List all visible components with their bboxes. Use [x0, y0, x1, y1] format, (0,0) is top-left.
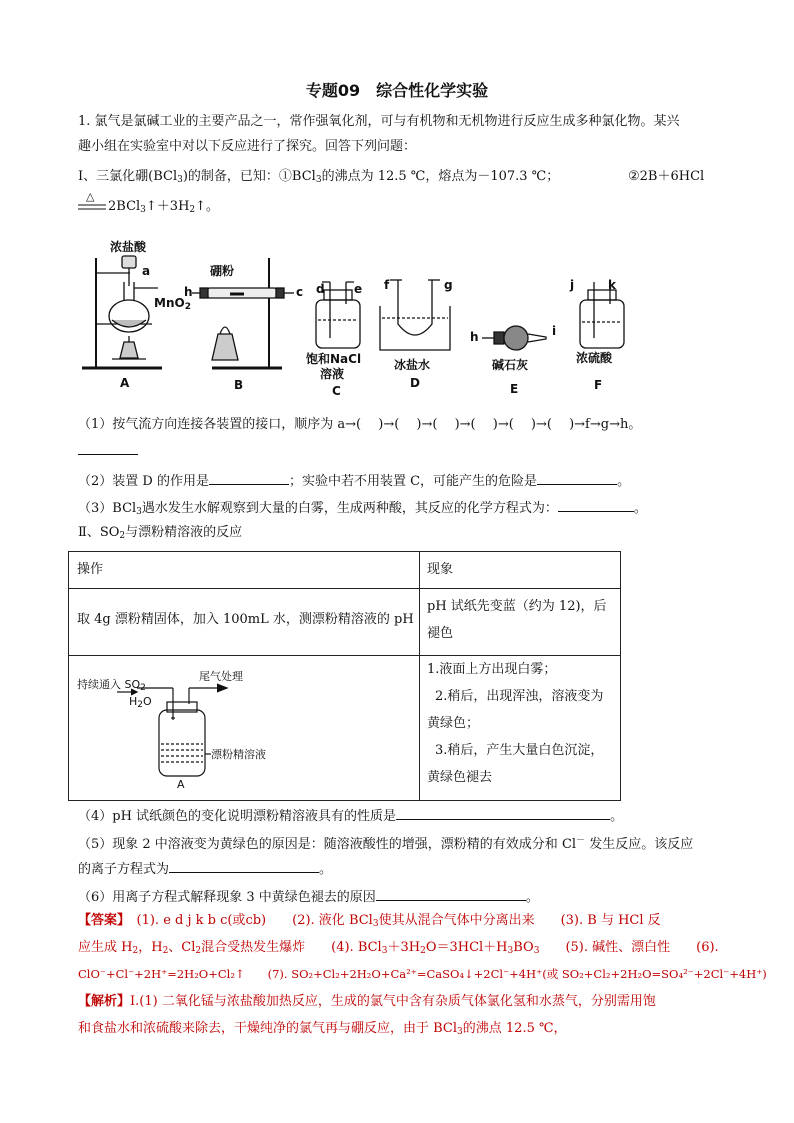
answer-line2: 应生成 $H_2$，$H_2$、$Cl_2$混合受热发生爆炸 (4). $BCl_3+3H_2O=3HCl+H_3BO_3$ (5). 碱性、漂白性 (6).: [78, 940, 719, 956]
blank-line: [78, 440, 138, 455]
question-1-answer-blank: [78, 440, 138, 461]
answer-line3: ClO⁻+Cl⁻+2H⁺=2H₂O+Cl₂↑ (7). SO₂+Cl₂+2H₂O+Ca²⁺=CaSO₄↓+2Cl⁻+4H⁺(或 SO₂+Cl₂+2H₂O=SO₄²⁻+2Cl⁻+4H⁺): [78, 967, 767, 981]
page-title: 专题09 综合性化学实验: [305, 81, 489, 100]
q1-intro-line2: 趣小组在实验室中对以下反应进行了探究。回答下列问题：: [78, 139, 417, 154]
diagram-so2-label: 持续通入 $SO_2$: [77, 678, 146, 693]
apparatus-C-port-e: e: [354, 282, 363, 296]
apparatus-F-label: F: [594, 378, 603, 392]
so2-apparatus-diagram: [77, 664, 297, 794]
q1-intro-line1: 1. 氯气是氯碱工业的主要产品之一，常作强氧化剂，可与有机物和无机物进行反应生成多种氯化物。某兴: [78, 114, 680, 129]
table-row1-phenomenon-line1: pH 试纸先变蓝（约为 12)，后: [427, 599, 607, 614]
diagram-reagent-label: 漂粉精溶液: [211, 748, 266, 761]
apparatus-F-reagent: 浓硫酸: [576, 351, 613, 365]
analysis-label: 【解析】: [78, 994, 131, 1009]
table-row2-phenomenon-1: 1.液面上方出现白雾；: [427, 662, 557, 677]
apparatus-D-port-g: g: [444, 278, 453, 292]
apparatus-A-reagent-hcl: 浓盐酸: [110, 240, 147, 254]
table-row1-phenomenon-line2: 褪色: [427, 626, 454, 641]
reaction-equation-end: △ $2BCl_3↑+3H_2↑$。: [78, 198, 219, 219]
table-header-operation: 操作: [77, 562, 104, 577]
apparatus-F-port-k: k: [608, 278, 616, 292]
apparatus-A-port-a: a: [142, 264, 151, 278]
part1-title: Ⅰ、三氯化硼(BCl$_3$)的制备，已知：①BCl$_3$的沸点为 12.5 ℃，熔点为－107.3 ℃；: [78, 169, 560, 185]
apparatus-F-port-j: j: [570, 278, 575, 292]
question-1: （1）按气流方向连接各装置的接口，顺序为 a→( )→( )→( )→( )→( )→( )→f→g→h。: [78, 417, 642, 432]
apparatus-E-label: E: [510, 382, 519, 396]
apparatus-B-port-c: c: [296, 285, 304, 299]
question-6: （6）用离子方程式解释现象 3 中黄绿色褪去的原因 。: [78, 886, 539, 907]
table-row2-phenomenon-3: 黄绿色；: [427, 716, 480, 731]
apparatus-D-port-f: f: [384, 278, 390, 292]
table-header-phenomenon: 现象: [427, 562, 454, 577]
apparatus-figure: [72, 238, 712, 400]
diagram-exhaust-label: 尾气处理: [199, 670, 243, 683]
table-row1-operation: 取 4g 漂粉精固体，加入 100mL 水，测漂粉精溶液的 pH: [77, 612, 414, 627]
apparatus-A-reagent-mno2: MnO$_2$: [154, 296, 191, 312]
experiment-table: [68, 551, 621, 801]
diagram-A-label: A: [177, 778, 185, 791]
answer-label: 【答案】: [78, 913, 124, 928]
table-row2-phenomenon-2: 2.稍后，出现浑浊，溶液变为: [435, 689, 604, 704]
apparatus-C-reagent-line2: 溶液: [320, 367, 345, 381]
part2-title: Ⅱ、$SO_2$与漂粉精溶液的反应: [78, 525, 243, 541]
question-2: （2）装置 D 的作用是 ；实验中若不用装置 C，可能产生的危险是 。: [78, 470, 630, 491]
apparatus-D-reagent: 冰盐水: [394, 358, 431, 372]
answer-line1: 【答案】 (1). e d j k b c(或cb) (2). 液化 BCl$_3$使其从混合气体中分离出来 (3). B 与 HCl 反: [78, 913, 661, 929]
apparatus-C-label: C: [332, 384, 341, 398]
apparatus-C-port-d: d: [316, 282, 325, 296]
analysis-line1: 【解析】Ⅰ.(1) 二氧化锰与浓盐酸加热反应，生成的氯气中含有杂质气体氯化氢和水蒸气，分别需用饱: [78, 994, 656, 1009]
question-5-line2: 的离子方程式为 。: [78, 858, 332, 879]
apparatus-B-reagent: 硼粉: [210, 264, 235, 278]
apparatus-C-reagent-line1: 饱和NaCl: [306, 352, 362, 366]
apparatus-B-label: B: [234, 378, 244, 392]
apparatus-E-port-h: h: [470, 330, 479, 344]
question-4: （4）pH 试纸颜色的变化说明漂粉精溶液具有的性质是 。: [78, 805, 623, 826]
apparatus-D-label: D: [410, 376, 420, 390]
question-5: （5）现象 2 中溶液变为黄绿色的原因是：随溶液酸性的增强，漂粉精的有效成分和 Cl－ 发生反应。该反应: [78, 836, 694, 852]
analysis-line2: 和食盐水和浓硫酸来除去，干燥纯净的氯气再与硼反应，由于 BCl$_3$的沸点 12.5 ℃，: [78, 1021, 567, 1037]
question-3: （3）BCl$_3$遇水发生水解观察到大量的白雾，生成两种酸，其反应的化学方程式为： 。: [78, 497, 647, 521]
apparatus-B-port-h: h: [184, 285, 193, 299]
reaction-equation-start: ②2B＋6HCl: [628, 169, 705, 184]
apparatus-E-reagent: 碱石灰: [492, 358, 529, 372]
table-row2-phenomenon-4: 3.稍后，产生大量白色沉淀，: [435, 743, 604, 758]
table-row2-phenomenon-5: 黄绿色褪去: [427, 770, 493, 785]
heat-condition-symbol: △: [86, 190, 95, 203]
apparatus-E-port-i: i: [552, 324, 557, 338]
diagram-water-label: $H_2O$: [129, 695, 152, 710]
apparatus-A-label: A: [120, 376, 130, 390]
